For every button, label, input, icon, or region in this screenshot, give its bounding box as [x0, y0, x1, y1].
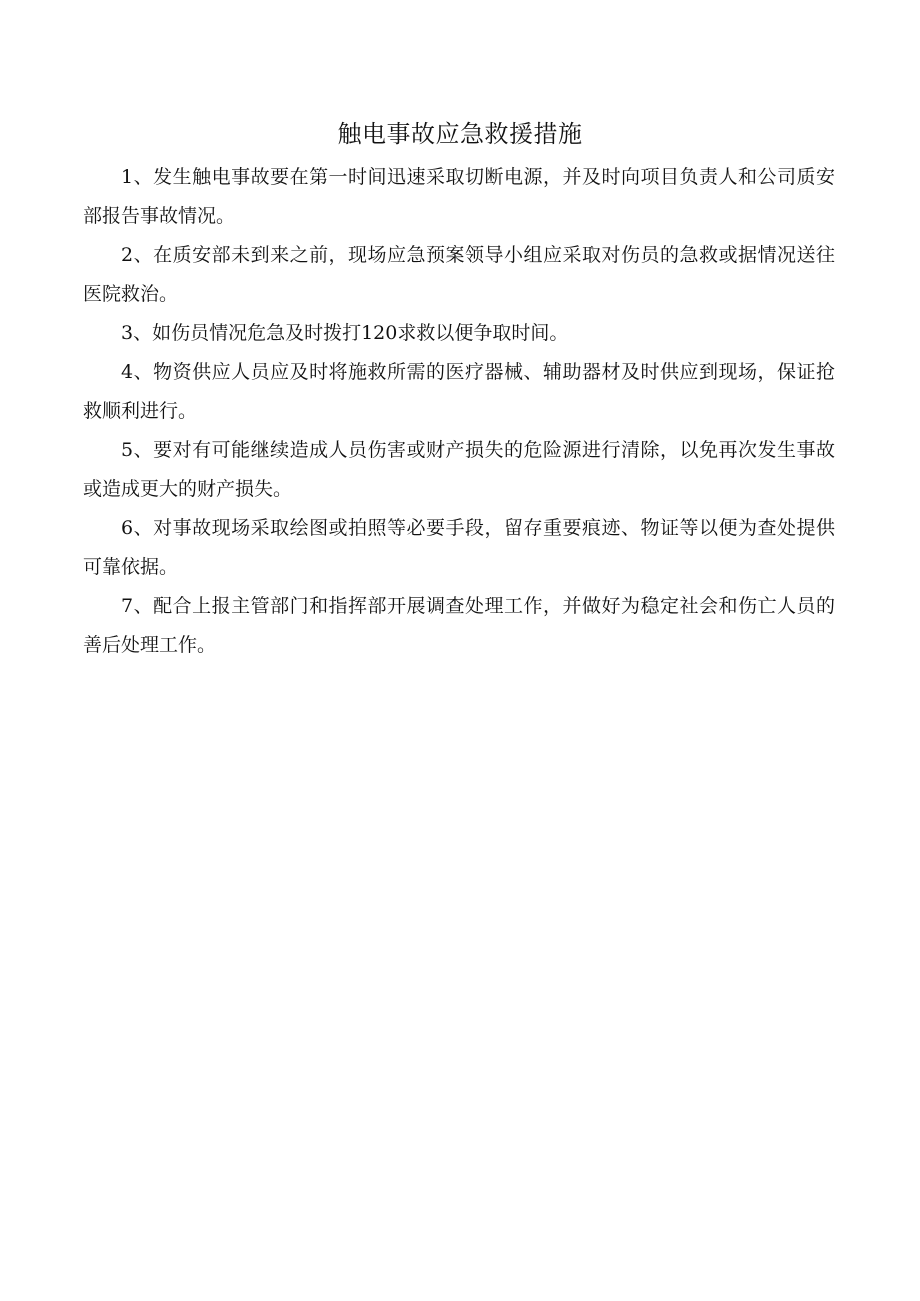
document-body: [83, 158, 835, 665]
paragraph-7: 7、配合上报主管部门和指挥部开展调查处理工作，并做好为稳定社会和伤亡人员的善后处理工作。: [83, 595, 835, 656]
paragraph-5: 5、要对有可能继续造成人员伤害或财产损失的危险源进行清除，以免再次发生事故或造成更大的财产损失。: [83, 439, 835, 500]
paragraph-6: 6、对事故现场采取绘图或拍照等必要手段，留存重要痕迹、物证等以便为查处提供可靠依据。: [83, 517, 835, 578]
paragraph-1: 1、发生触电事故要在第一时间迅速采取切断电源，并及时向项目负责人和公司质安部报告事故情况。: [83, 166, 835, 227]
paragraph-4: 4、物资供应人员应及时将施救所需的医疗器械、辅助器材及时供应到现场，保证抢救顺利进行。: [83, 361, 835, 422]
paragraph-2: 2、在质安部未到来之前，现场应急预案领导小组应采取对伤员的急救或据情况送往医院救治。: [83, 244, 835, 305]
paragraph-3: 3、如伤员情况危急及时拨打120求救以便争取时间。: [121, 322, 569, 344]
document-title: 触电事故应急救援措施: [337, 120, 583, 148]
